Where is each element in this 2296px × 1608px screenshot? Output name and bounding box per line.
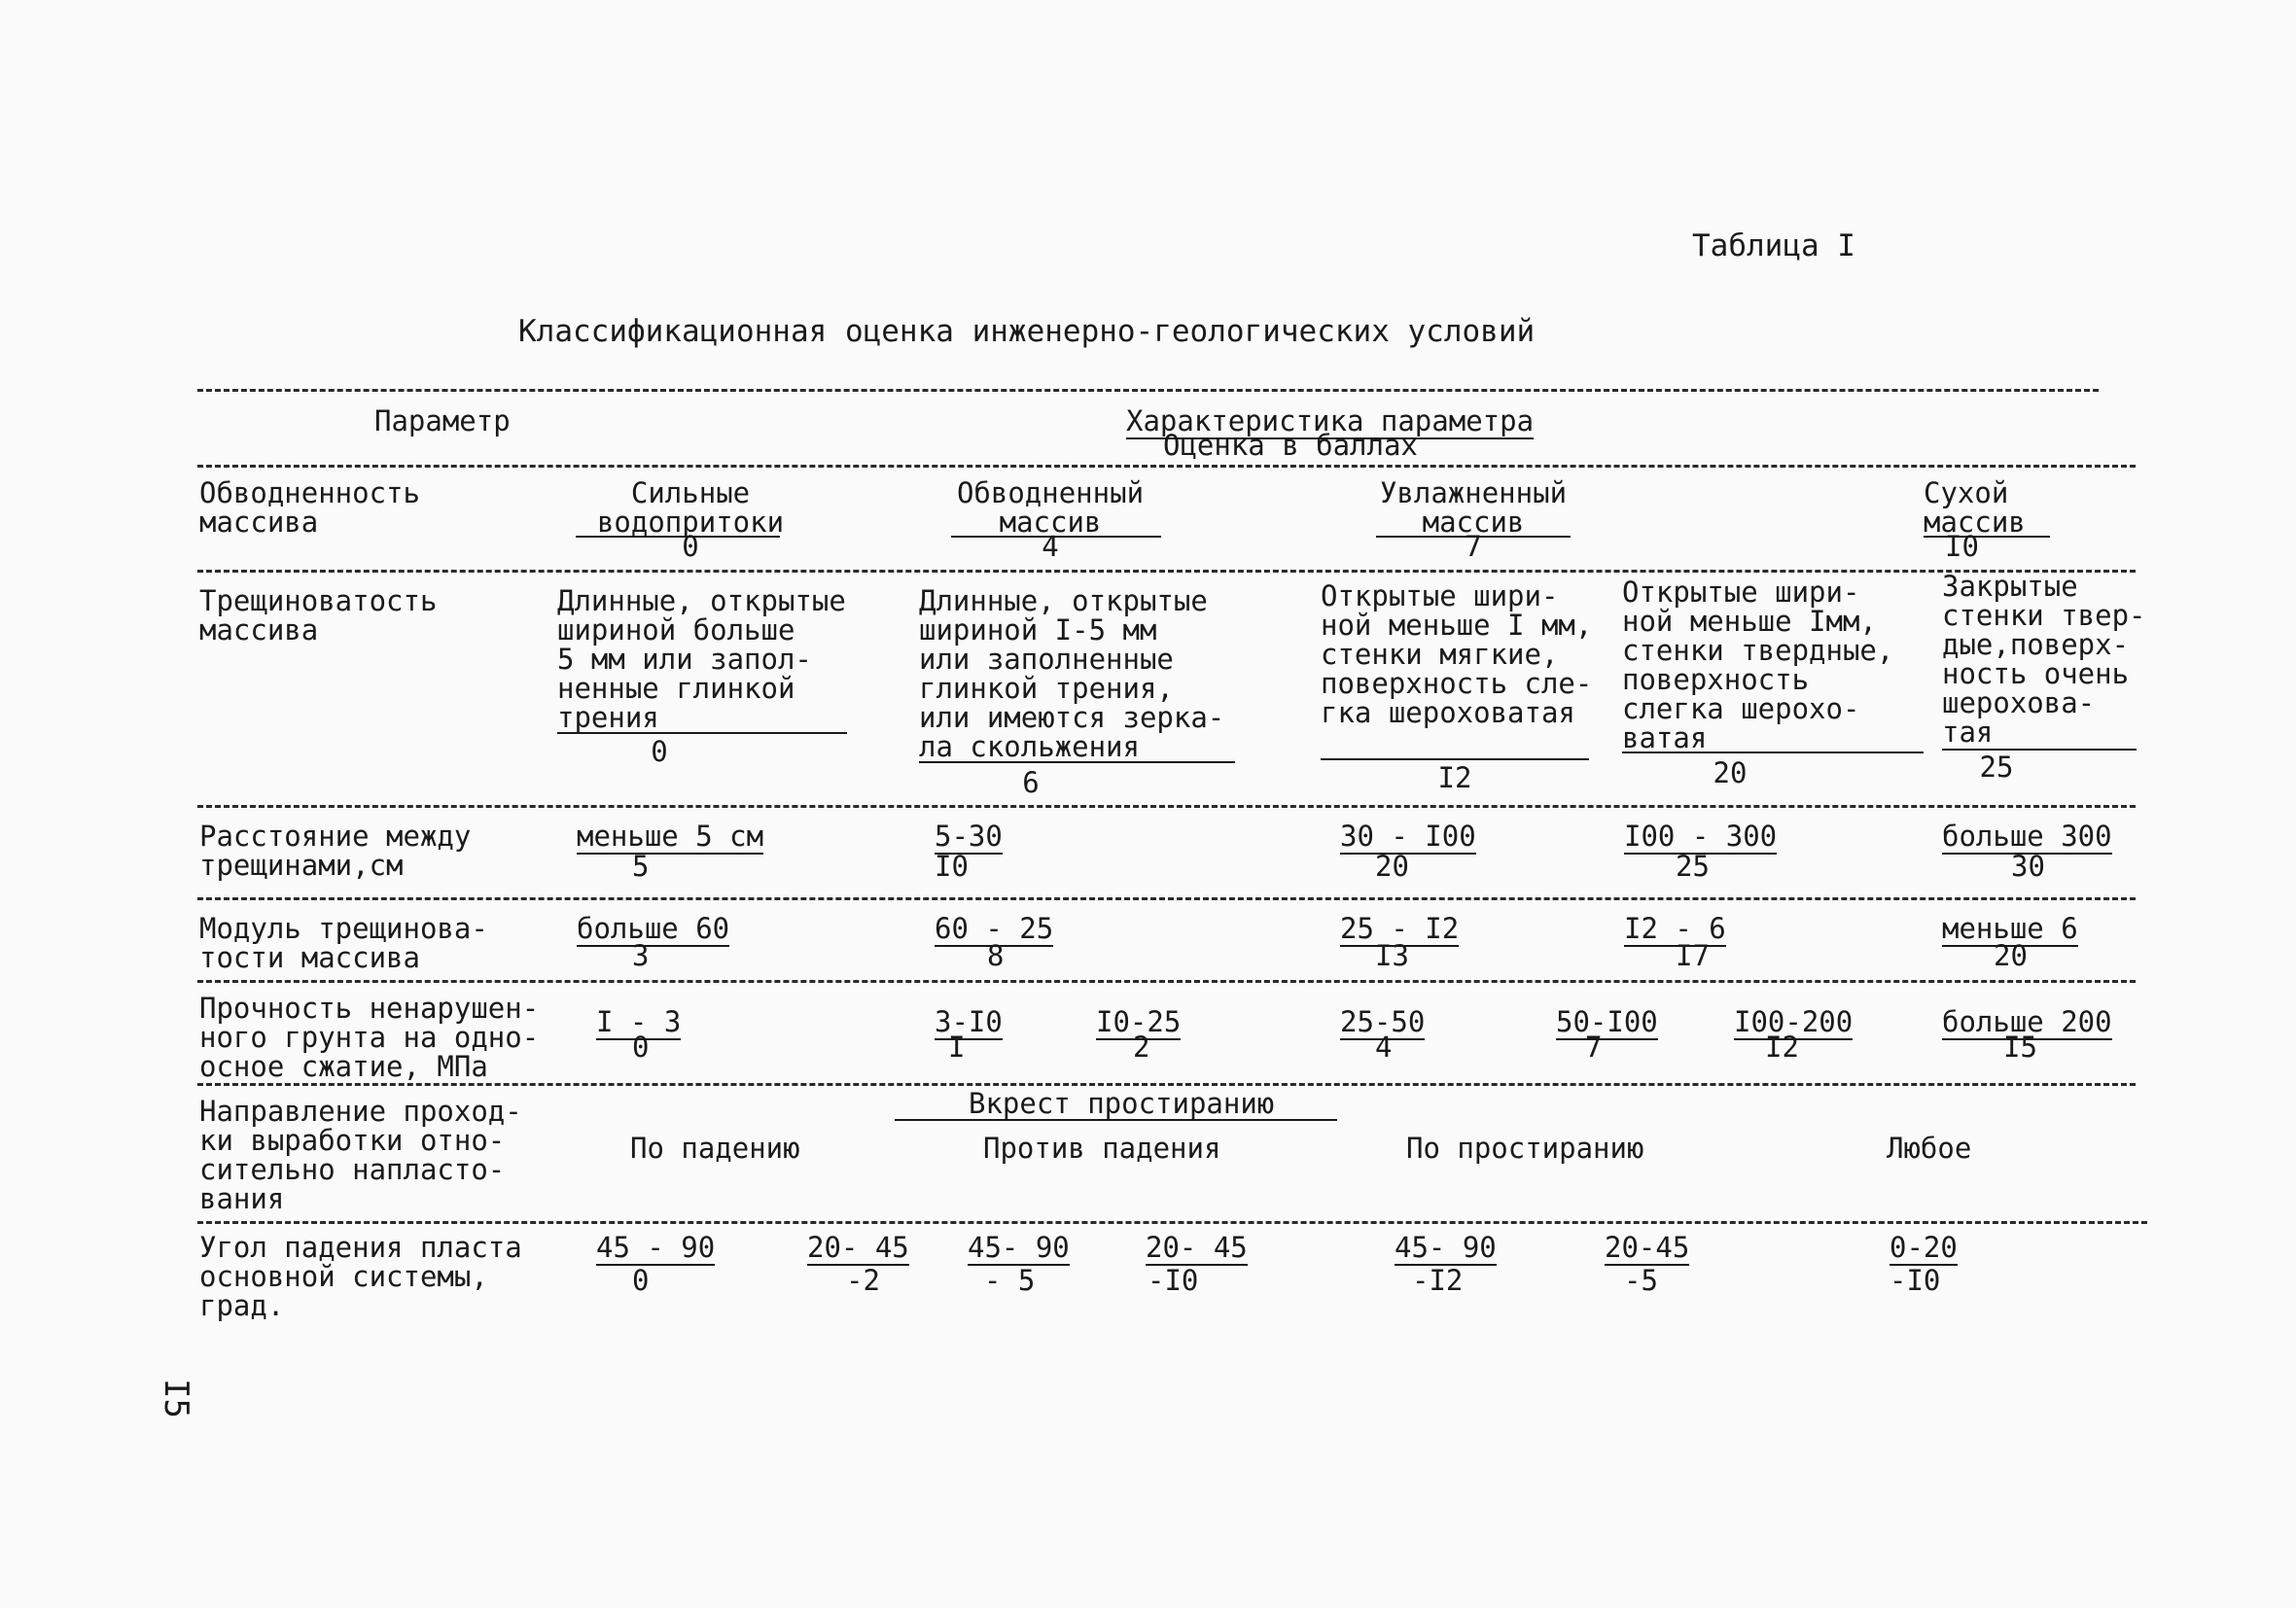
spacing-score-1: I0 bbox=[935, 850, 969, 883]
spacing-score-0: 5 bbox=[632, 850, 650, 883]
angle-value-1: 20- 45 bbox=[807, 1231, 909, 1264]
fracturing-rule-2 bbox=[1321, 758, 1589, 760]
modulus-value-0: больше 60 bbox=[577, 912, 730, 945]
water-score-7: 7 bbox=[1465, 530, 1482, 563]
strength-value-4: 50-I00 bbox=[1556, 1005, 1658, 1038]
direction-against-dip: Против падения bbox=[983, 1132, 1221, 1165]
strength-value-1: 3-I0 bbox=[935, 1005, 1003, 1038]
spacing-score-3: 25 bbox=[1676, 850, 1710, 883]
spacing-value-0: меньше 5 см bbox=[577, 820, 764, 853]
table-title: Классификационная оценка инженерно-геологических условий bbox=[518, 314, 1536, 349]
angle-value-4: 45- 90 bbox=[1395, 1231, 1497, 1264]
modulus-score-2: I3 bbox=[1375, 939, 1409, 972]
header-bottom-rule bbox=[197, 465, 2136, 468]
spacing-value-2: 30 - I00 bbox=[1340, 820, 1476, 853]
modulus-value-3: I2 - 6 bbox=[1624, 912, 1726, 945]
angle-value-5: 20-45 bbox=[1605, 1231, 1690, 1264]
strength-score-5: I2 bbox=[1765, 1031, 1799, 1064]
strength-score-1: I bbox=[948, 1031, 966, 1064]
fracturing-rule-4 bbox=[1942, 749, 2137, 751]
strength-value-3: 25-50 bbox=[1340, 1005, 1426, 1038]
row-label-fracturing: Трещиноватость массива bbox=[199, 584, 438, 647]
direction-group-rule bbox=[895, 1119, 1337, 1121]
strength-score-4: 7 bbox=[1585, 1031, 1603, 1064]
angle-score-3: -I0 bbox=[1148, 1264, 1199, 1297]
fracturing-cell-long-open: Длинные, открытые шириной больше 5 мм или запол- ненные глинкой трения bbox=[557, 584, 846, 734]
fracturing-score-0: 0 bbox=[651, 735, 668, 768]
spacing-value-4: больше 300 bbox=[1942, 820, 2112, 853]
row-label-spacing: Расстояние между трещинами,см bbox=[199, 820, 472, 882]
modulus-score-1: 8 bbox=[987, 939, 1005, 972]
fracturing-cell-open-soft: Открытые шири- ной меньше I мм, стенки мягкие, поверхность сле- гка шероховатая bbox=[1321, 579, 1593, 729]
spacing-score-4: 30 bbox=[2011, 850, 2045, 883]
fracturing-score-25: 25 bbox=[1979, 751, 2014, 784]
fracturing-cell-long-narrow: Длинные, открытые шириной I-5 мм или заполненные глинкой трения, или имеются зеркa- ла скольжения bbox=[919, 584, 1225, 763]
strength-value-0: I - 3 bbox=[596, 1005, 682, 1038]
strength-score-0: 0 bbox=[632, 1031, 650, 1064]
row-rule-6 bbox=[197, 1221, 2147, 1224]
direction-dip: По падению bbox=[630, 1132, 800, 1165]
row-label-modulus: Модуль трещинова- тости массива bbox=[199, 912, 488, 974]
water-cell-strong: Сильные водопритоки bbox=[596, 476, 785, 539]
spacing-value-3: I00 - 300 bbox=[1624, 820, 1778, 853]
angle-score-2: - 5 bbox=[984, 1264, 1036, 1297]
angle-value-6: 0-20 bbox=[1890, 1231, 1958, 1264]
water-score-10: I0 bbox=[1945, 530, 1979, 563]
strength-value-5: I00-200 bbox=[1734, 1005, 1854, 1038]
modulus-value-2: 25 - I2 bbox=[1340, 912, 1460, 945]
spacing-score-2: 20 bbox=[1375, 850, 1409, 883]
fracturing-cell-open-hard: Открытые шири- ной меньше Iмм, стенки твердные, поверхность слегка шерохо- ватая bbox=[1622, 576, 1894, 754]
angle-score-0: 0 bbox=[632, 1264, 650, 1297]
row-rule-1 bbox=[197, 570, 2136, 573]
modulus-value-1: 60 - 25 bbox=[935, 912, 1054, 945]
angle-score-1: -2 bbox=[846, 1264, 880, 1297]
direction-strike: По простиранию bbox=[1406, 1132, 1644, 1165]
row-rule-4 bbox=[197, 980, 2136, 983]
modulus-score-3: I7 bbox=[1676, 939, 1710, 972]
header-parameter: Параметр bbox=[374, 404, 511, 437]
angle-score-5: -5 bbox=[1624, 1264, 1658, 1297]
fracturing-score-6: 6 bbox=[1022, 766, 1040, 799]
water-cell-dry: Сухой массив bbox=[1924, 476, 2026, 539]
angle-value-2: 45- 90 bbox=[968, 1231, 1070, 1264]
water-score-0: 0 bbox=[682, 530, 699, 563]
modulus-score-0: 3 bbox=[632, 939, 650, 972]
strength-value-6: больше 200 bbox=[1942, 1005, 2112, 1038]
row-rule-5 bbox=[197, 1083, 2136, 1086]
row-label-direction: Направление проход- ки выработки отно- сительно напласто- вания bbox=[199, 1095, 522, 1215]
header-characteristic: Характеристика параметра bbox=[1126, 404, 1535, 437]
fracturing-rule-0 bbox=[557, 732, 847, 734]
table-label: Таблица I bbox=[1692, 228, 1855, 263]
table-top-rule bbox=[197, 389, 2099, 392]
strength-value-2: I0-25 bbox=[1096, 1005, 1182, 1038]
water-cell-moist: Увлажненный массив bbox=[1379, 476, 1568, 539]
fracturing-score-12: I2 bbox=[1437, 761, 1472, 794]
fracturing-rule-1 bbox=[919, 761, 1235, 763]
fracturing-cell-closed: Закрытые стенки твер- дые,поверх- ность очень шерохова- тая bbox=[1942, 570, 2146, 749]
angle-value-0: 45 - 90 bbox=[596, 1231, 716, 1264]
row-rule-3 bbox=[197, 897, 2136, 900]
water-rule-3 bbox=[1924, 536, 2050, 538]
modulus-score-4: 20 bbox=[1994, 939, 2028, 972]
water-score-4: 4 bbox=[1042, 530, 1059, 563]
row-rule-2 bbox=[197, 805, 2136, 808]
spacing-value-1: 5-30 bbox=[935, 820, 1003, 853]
row-label-strength: Прочность ненарушен- ного грунта на одно- осное сжатие, МПа bbox=[199, 992, 540, 1083]
row-label-dip-angle: Угол падения пласта основной системы, град. bbox=[199, 1231, 522, 1322]
fracturing-rule-3 bbox=[1622, 752, 1924, 753]
row-label-water: Обводненность массива bbox=[199, 476, 420, 539]
angle-value-3: 20- 45 bbox=[1146, 1231, 1248, 1264]
strength-score-2: 2 bbox=[1133, 1031, 1150, 1064]
angle-score-4: -I2 bbox=[1412, 1264, 1464, 1297]
modulus-value-4: меньше 6 bbox=[1942, 912, 2078, 945]
water-cell-wet: Обводненный массив bbox=[956, 476, 1145, 539]
page-number: I5 bbox=[157, 1379, 195, 1418]
direction-any: Любое bbox=[1887, 1132, 1972, 1165]
strength-score-6: I5 bbox=[2003, 1031, 2037, 1064]
fracturing-score-20: 20 bbox=[1713, 756, 1748, 789]
angle-score-6: -I0 bbox=[1890, 1264, 1941, 1297]
direction-group-header: Вкрест простиранию bbox=[969, 1087, 1275, 1120]
header-score: Оценка в баллах bbox=[1163, 429, 1418, 462]
strength-score-3: 4 bbox=[1375, 1031, 1393, 1064]
